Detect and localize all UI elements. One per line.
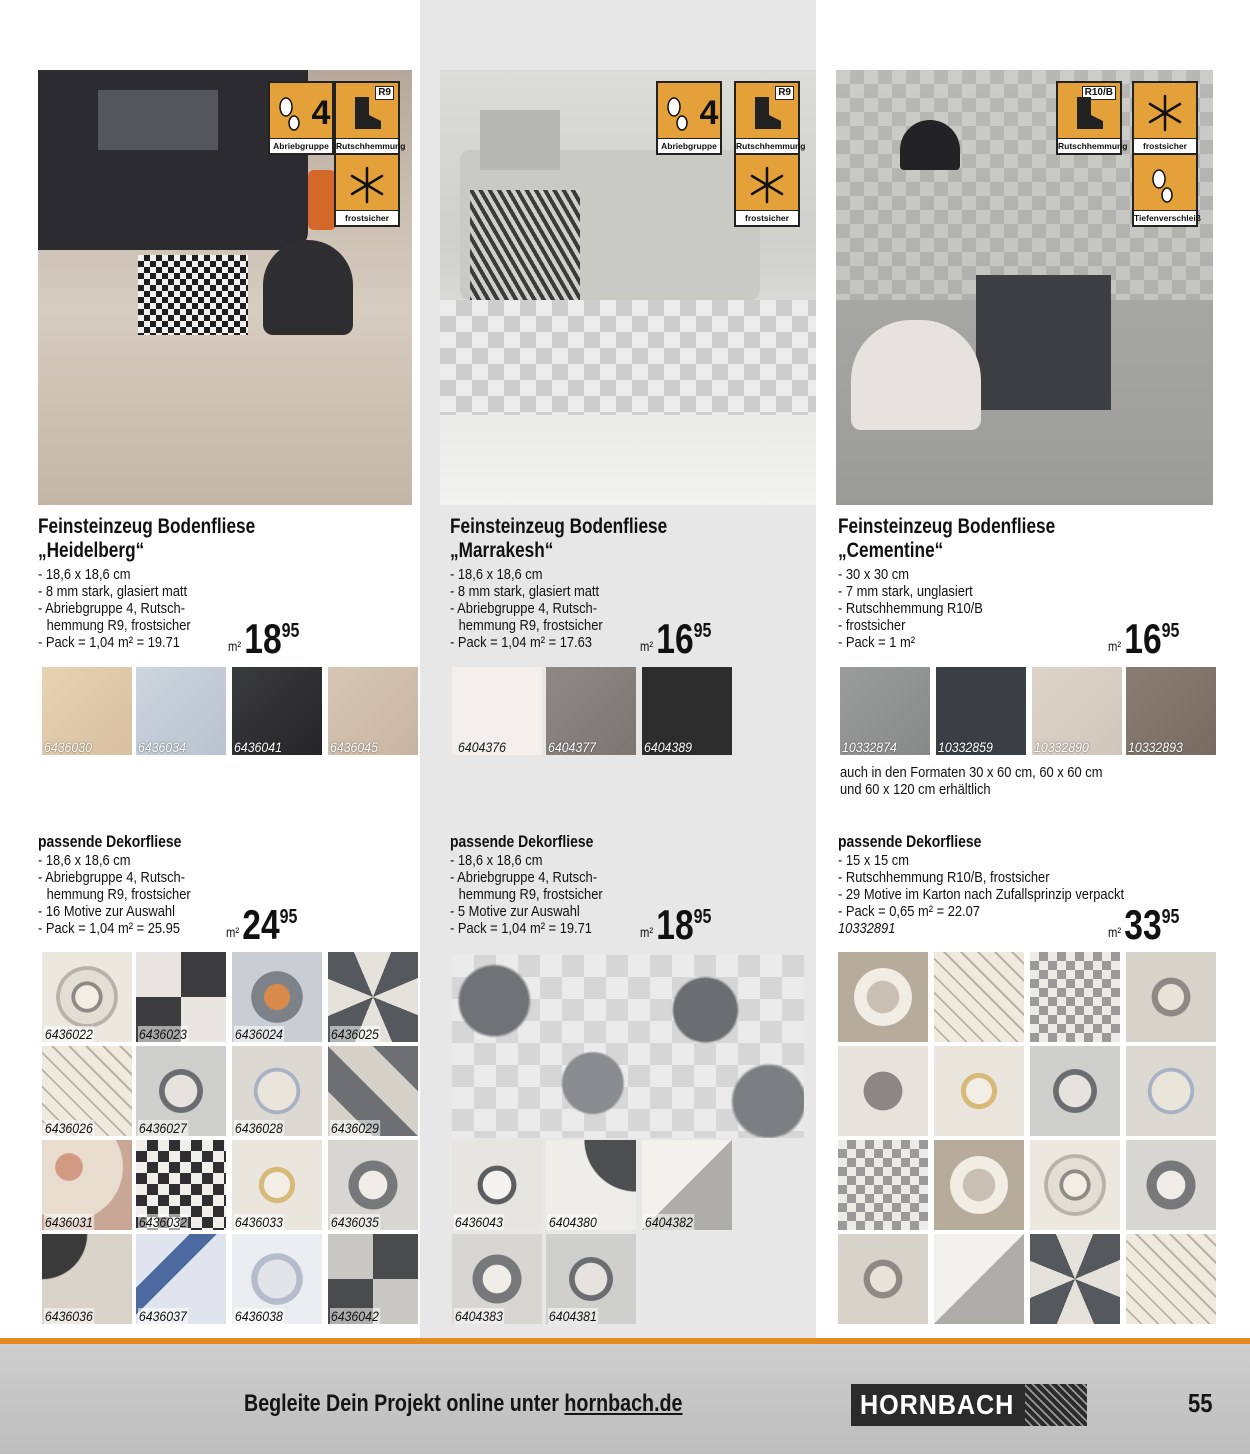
decor-tile xyxy=(1126,1234,1216,1324)
snowflake-icon xyxy=(736,159,798,211)
footprint-icon xyxy=(1134,159,1196,211)
swatch-tile: 10332893 xyxy=(1126,667,1216,755)
boot-icon xyxy=(1058,87,1120,139)
decor-floor-image xyxy=(452,955,804,1138)
decor-tile xyxy=(934,1140,1024,1230)
decor-specs: - 18,6 x 18,6 cm - Abriebgruppe 4, Rutsch- hemmung R9, frostsicher - 16 Motive zur Auswahl - Pack = 1,04 m² = 25.95 xyxy=(38,852,191,937)
swatch-tile: 6436034 xyxy=(136,667,226,755)
price-tag: m²1695 xyxy=(1108,615,1180,662)
decor-tile: 6436035 xyxy=(328,1140,418,1230)
snowflake-icon xyxy=(1134,87,1196,139)
product-column-heidelberg xyxy=(0,0,420,1338)
decor-tile xyxy=(1030,1046,1120,1136)
decor-tile: 6436024 xyxy=(232,952,322,1042)
decor-tile: 6436023 xyxy=(136,952,226,1042)
decor-specs: - 18,6 x 18,6 cm - Abriebgruppe 4, Rutsch- hemmung R9, frostsicher - 5 Motive zur Auswahl - Pack = 1,04 m² = 19.71 xyxy=(450,852,603,937)
frost-badge: frostsicher xyxy=(334,153,400,227)
decor-tile: 6404382 xyxy=(642,1140,732,1230)
decor-price-tag: m²2495 xyxy=(226,901,298,948)
price-tag: m²1895 xyxy=(228,615,300,662)
format-note: auch in den Formaten 30 x 60 cm, 60 x 60 cm und 60 x 120 cm erhältlich xyxy=(840,764,1103,798)
logo-hatch xyxy=(1025,1384,1087,1426)
swatch-tile: 6404389 xyxy=(642,667,732,755)
decor-tile xyxy=(934,952,1024,1042)
decor-tile: 6404380 xyxy=(546,1140,636,1230)
swatch-tile: 6436045 xyxy=(328,667,418,755)
decor-tile xyxy=(1126,952,1216,1042)
footprint-icon: 4 xyxy=(270,87,332,139)
product-title: Feinsteinzeug Bodenfliese „Cementine“ xyxy=(838,515,1056,562)
decor-tile: 6436022 xyxy=(42,952,132,1042)
slip-resistance-badge: R9 Rutschhemmung xyxy=(734,81,800,155)
abrasion-badge: 4 Abriebgruppe xyxy=(656,81,722,155)
decor-tile xyxy=(1126,1140,1216,1230)
frost-badge: frostsicher xyxy=(734,153,800,227)
decor-tile xyxy=(1126,1046,1216,1136)
boot-icon xyxy=(736,87,798,139)
decor-tile xyxy=(934,1234,1024,1324)
abrasion-badge: 4 Abriebgruppe xyxy=(268,81,334,155)
product-specs: - 18,6 x 18,6 cm - 8 mm stark, glasiert matt - Abriebgruppe 4, Rutsch- hemmung R9, frostsicher - Pack = 1,04 m² = 17.63 xyxy=(450,566,603,651)
decor-tile: 6436032 xyxy=(136,1140,226,1230)
decor-tile: 6436038 xyxy=(232,1234,322,1324)
decor-tile xyxy=(1030,952,1120,1042)
boot-icon xyxy=(336,87,398,139)
decor-tile: 6436043 xyxy=(452,1140,542,1230)
swatch-tile: 6436041 xyxy=(232,667,322,755)
website-link[interactable]: hornbach.de xyxy=(564,1390,683,1417)
swatch-tile: 10332890 xyxy=(1032,667,1122,755)
swatch-tile: 6436030 xyxy=(42,667,132,755)
product-column-cementine xyxy=(816,0,1250,1338)
decor-tile: 6404383 xyxy=(452,1234,542,1324)
product-title: Feinsteinzeug Bodenfliese „Heidelberg“ xyxy=(38,515,256,562)
product-specs: - 30 x 30 cm - 7 mm stark, unglasiert - Rutschhemmung R10/B - frostsicher - Pack = 1 m² xyxy=(838,566,983,651)
decor-tile: 6436027 xyxy=(136,1046,226,1136)
decor-tile: 6436037 xyxy=(136,1234,226,1324)
decor-title: passende Dekorfliese xyxy=(838,832,982,851)
swatch-tile: 10332859 xyxy=(936,667,1026,755)
decor-tile xyxy=(1030,1140,1120,1230)
decor-specs: - 15 x 15 cm - Rutschhemmung R10/B, frostsicher - 29 Motive im Karton nach Zufallsprinzip verpackt - Pack = 0,65 m² = 22.07 10332891 xyxy=(838,852,1125,937)
swatch-tile: 6404377 xyxy=(546,667,636,755)
footprint-icon: 4 xyxy=(658,87,720,139)
product-specs: - 18,6 x 18,6 cm - 8 mm stark, glasiert matt - Abriebgruppe 4, Rutsch- hemmung R9, frostsicher - Pack = 1,04 m² = 19.71 xyxy=(38,566,191,651)
swatch-tile: 10332874 xyxy=(840,667,930,755)
product-title: Feinsteinzeug Bodenfliese „Marrakesh“ xyxy=(450,515,668,562)
decor-tile: 6436033 xyxy=(232,1140,322,1230)
decor-tile: 6436028 xyxy=(232,1046,322,1136)
decor-tile xyxy=(838,952,928,1042)
decor-title: passende Dekorfliese xyxy=(38,832,182,851)
accent-bar xyxy=(0,1338,1250,1344)
slip-resistance-badge: R10/B Rutschhemmung xyxy=(1056,81,1122,155)
decor-tile: 6436031 xyxy=(42,1140,132,1230)
price-tag: m²1695 xyxy=(640,615,712,662)
decor-price-tag: m²3395 xyxy=(1108,901,1180,948)
page-footer xyxy=(0,1338,1250,1454)
footer-cta: Begleite Dein Projekt online unter hornbach.de xyxy=(244,1390,683,1417)
decor-tile: 6436025 xyxy=(328,952,418,1042)
decor-title: passende Dekorfliese xyxy=(450,832,594,851)
decor-tile xyxy=(838,1140,928,1230)
decor-tile: 6436042 xyxy=(328,1234,418,1324)
decor-tile xyxy=(934,1046,1024,1136)
decor-tile: 6436029 xyxy=(328,1046,418,1136)
decor-tile xyxy=(838,1234,928,1324)
decor-tile: 6436026 xyxy=(42,1046,132,1136)
hornbach-logo: HORNBACH xyxy=(851,1384,1087,1426)
decor-tile xyxy=(838,1046,928,1136)
deep-wear-badge: Tiefenverschleiß xyxy=(1132,153,1198,227)
page-number: 55 xyxy=(1188,1388,1213,1418)
swatch-tile: 6404376 xyxy=(452,667,542,755)
decor-tile: 6404381 xyxy=(546,1234,636,1324)
frost-badge: frostsicher xyxy=(1132,81,1198,155)
decor-tile xyxy=(1030,1234,1120,1324)
slip-resistance-badge: R9 Rutschhemmung xyxy=(334,81,400,155)
decor-price-tag: m²1895 xyxy=(640,901,712,948)
decor-tile: 6436036 xyxy=(42,1234,132,1324)
snowflake-icon xyxy=(336,159,398,211)
